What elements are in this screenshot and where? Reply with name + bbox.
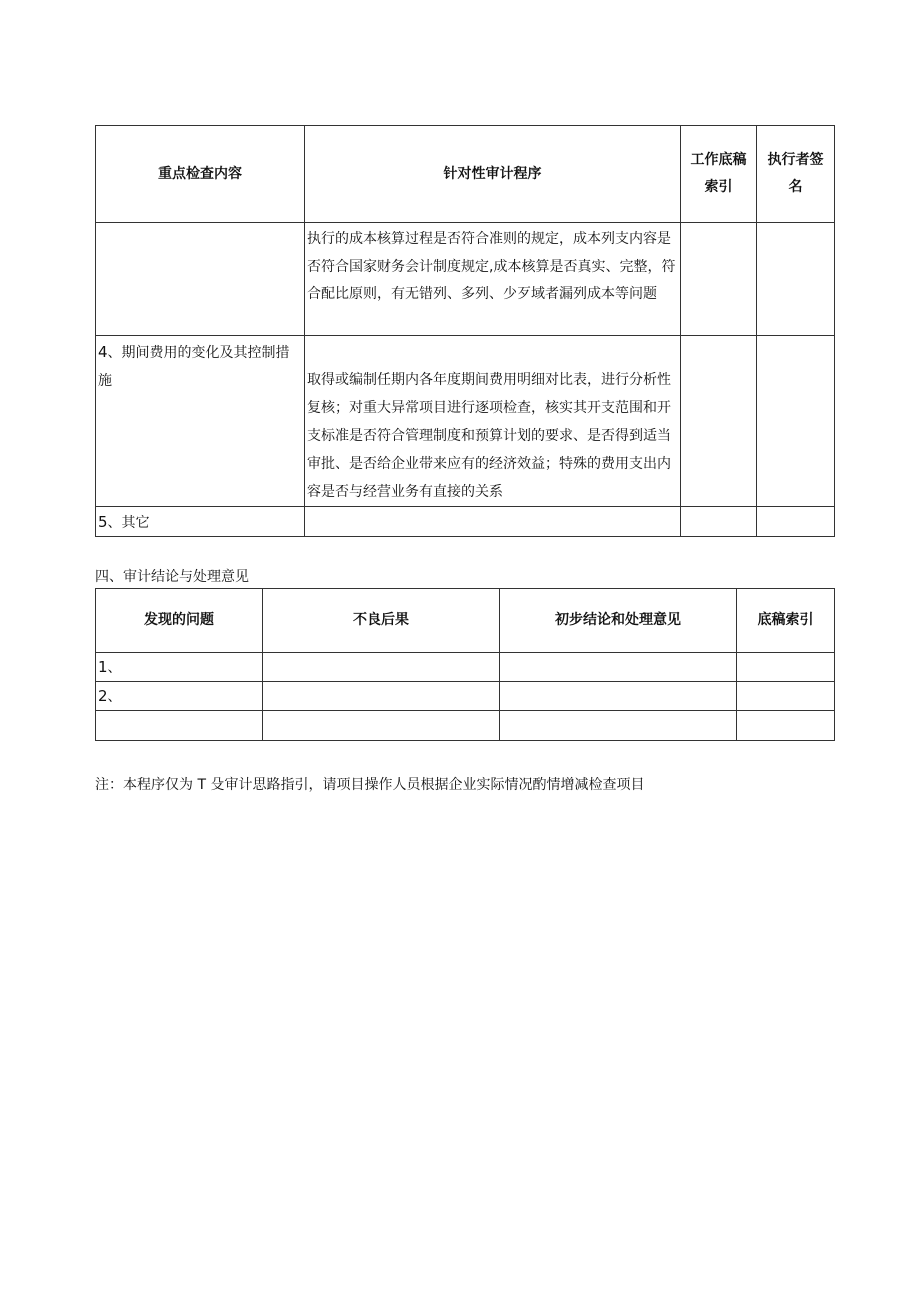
opinion-cell (500, 653, 737, 682)
workpaper-index-cell (681, 336, 757, 507)
row-number-suffix: 、 (107, 660, 122, 676)
header-issues-found: 发现的问题 (96, 589, 263, 653)
opinion-cell (500, 682, 737, 711)
table-row (96, 711, 835, 741)
header-preliminary-conclusion: 初步结论和处理意见 (500, 589, 737, 653)
section-title-audit-conclusion: 四、审计结论与处理意见 (95, 569, 249, 585)
consequence-cell (263, 682, 500, 711)
index-cell (737, 711, 835, 741)
issue-cell (96, 653, 263, 682)
header-workpaper-index: 底稿索引 (737, 589, 835, 653)
table-row (96, 653, 835, 682)
audit-table-header-row (96, 126, 835, 223)
issue-cell (96, 682, 263, 711)
table-row (96, 682, 835, 711)
header-executor-signature: 执行者签名 (757, 126, 835, 223)
issue-cell (96, 711, 263, 741)
audit-procedure-cell (305, 336, 681, 507)
footnote: 注：本程序仅为 T 殳审计思路指引，请项目操作人员根据企业实际情况酌情增减检查项目 (95, 777, 645, 793)
header-audit-procedure: 针对性审计程序 (305, 126, 681, 223)
index-cell (737, 682, 835, 711)
executor-signature-cell (757, 223, 835, 336)
workpaper-index-cell (681, 223, 757, 336)
row-number: 1 (98, 658, 108, 676)
key-check-content-cell (96, 336, 305, 507)
index-cell (737, 653, 835, 682)
key-check-content-cell (96, 223, 305, 336)
executor-signature-cell (757, 336, 835, 507)
audit-conclusion-table (95, 588, 835, 741)
header-workpaper-index: 工作底稿索引 (681, 126, 757, 223)
audit-procedure-cell: 执行的成本核算过程是否符合准则的规定，成本列支内容是否符合国家财务会计制度规定,成本核算是否真实、完整，符合配比原则，有无错列、多列、少歹域者漏列成本等问题 (305, 223, 681, 336)
audit-procedure-text: 取得或编制任期内各年度期间费用明细对比表，进行分析性复核；对重大异常项目进行逐项检查，核实其开支范围和开支标准是否符合管理制度和预算计划的要求、是否得到适当审批、是否给企业带来应有的经济效益；特殊的费用支出内容是否与经营业务有直接的关系 (307, 372, 671, 500)
row-number: 2 (98, 687, 108, 705)
workpaper-index-cell (681, 507, 757, 537)
conclusion-table-header-row (96, 589, 835, 653)
item-label: 、其它 (107, 514, 150, 531)
opinion-cell (500, 711, 737, 741)
item-number: 5 (98, 512, 108, 531)
audit-program-table (95, 125, 835, 537)
item-label: 、期间费用的变化及其控制措施 (98, 345, 290, 389)
executor-signature-cell (757, 507, 835, 537)
table-row (96, 336, 835, 507)
consequence-cell (263, 711, 500, 741)
header-adverse-consequence: 不良后果 (263, 589, 500, 653)
row-number-suffix: 、 (107, 689, 122, 705)
audit-procedure-cell (305, 507, 681, 537)
consequence-cell (263, 653, 500, 682)
header-key-check-content: 重点检查内容 (96, 126, 305, 223)
table-row (96, 223, 835, 336)
table-row (96, 507, 835, 537)
item-number: 4 (98, 343, 108, 361)
key-check-content-cell (96, 507, 305, 537)
